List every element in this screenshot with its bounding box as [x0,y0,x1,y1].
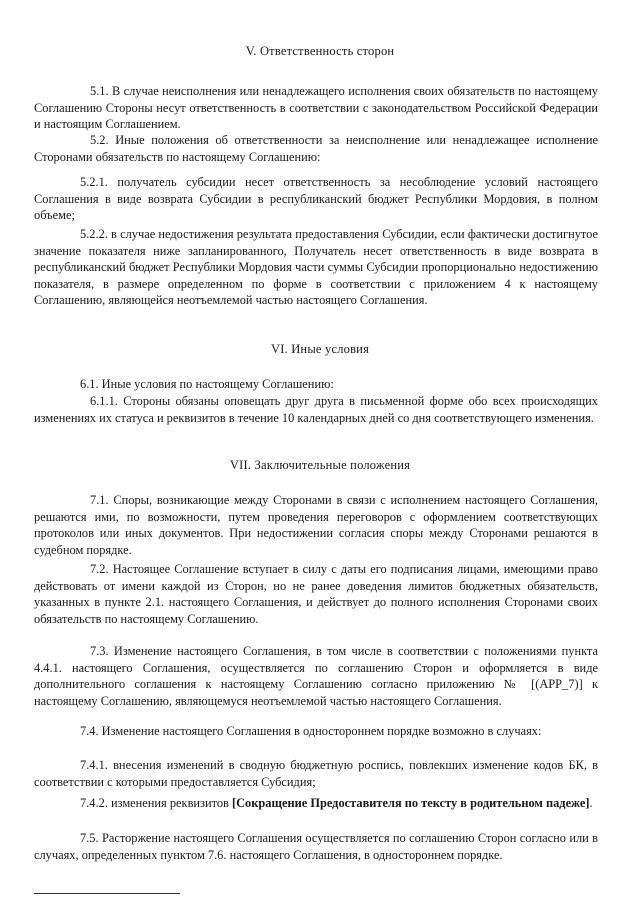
section-5-heading: V. Ответственность сторон [245,44,395,58]
section-6-heading: VI. Иные условия [270,342,370,356]
paragraph-5-2-2: 5.2.2. в случае недостижения результата предоставления Субсидии, если фактически достигнутое значение показателя ниже запланированного, Получатель несет ответственность в виде возврата в республиканский бюджет Республики Мордовия части суммы Субсидии пропорционально недостижению показателя, в размере определенном по форме в соответствии с приложением 4 к настоящему Соглашению, являющейся неотъемлемой частью настоящего Соглашения. [34,227,598,308]
section-7-heading: VII. Заключительные положения [229,458,411,472]
paragraph-5-2-1: 5.2.1. получатель субсидии несет ответственность за несоблюдение условий настоящего Соглашения в виде возврата Субсидии в республиканский бюджет Республики Мордовия, в полном объеме; [34,175,598,223]
paragraph-5-2: 5.2. Иные положения об ответственности за неисполнение или ненадлежащее исполнение Сторонами обязательств по настоящему Соглашению: [34,133,598,164]
paragraph-7-4-2-bold: [Сокращение Предоставителя по тексту в родительном падеже] [231,796,590,810]
footnote-divider [34,893,180,894]
paragraph-7-5: 7.5. Расторжение настоящего Соглашения осуществляется по соглашению Сторон согласно или в случаях, определенных пунктом 7.6. настоящего Соглашения, в одностороннем порядке. [34,831,598,862]
paragraph-7-3: 7.3. Изменение настоящего Соглашения, в том числе в соответствии с положениями пункта 4.4.1. настоящего Соглашения, осуществляется по соглашению Сторон и оформляется в виде дополнительного соглашения к настоящему Соглашению согласно приложению № [(APP_7)] к настоящему Соглашению, являющемуся неотъемлемой частью настоящего Соглашения. [34,644,598,708]
paragraph-6-1: 6.1. Иные условия по настоящему Соглашению: [80,377,334,391]
paragraph-7-2: 7.2. Настоящее Соглашение вступает в силу с даты его подписания лицами, имеющими право действовать от имени каждой из Сторон, но не ранее доведения лимитов бюджетных обязательств, указанных в пункте 2.1. настоящего Соглашения, и действует до полного исполнения Сторонами своих обязательств по настоящему Соглашению. [34,562,598,626]
paragraph-6-1-1: 6.1.1. Стороны обязаны оповещать друг друга в письменной форме обо всех происходящих изменениях их статуса и реквизитов в течение 10 календарных дней со дня соответствующего изменения. [34,394,598,425]
paragraph-7-4-2-suffix: . [589,796,593,810]
paragraph-7-4-2 [34,795,598,812]
paragraph-7-4-2-prefix: 7.4.2. изменения реквизитов [80,796,232,810]
paragraph-7-4: 7.4. Изменение настоящего Соглашения в одностороннем порядке возможно в случаях: [80,724,542,738]
paragraph-7-4-1: 7.4.1. внесения изменений в сводную бюджетную роспись, повлекших изменение кодов БК, в соответствии с которыми предоставляется Субсидия; [34,758,598,789]
paragraph-5-1: 5.1. В случае неисполнения или ненадлежащего исполнения своих обязательств по настоящему Соглашению Стороны несут ответственность в соответствии с законодательством Российской Федерации и настоящим Соглашением. [34,84,598,132]
paragraph-7-1: 7.1. Споры, возникающие между Сторонами в связи с исполнением настоящего Соглашения, решаются ими, по возможности, путем проведения переговоров с оформлением соответствующих протоколов или иных документов. При недостижении согласия споры между Сторонами решаются в судебном порядке. [34,493,598,557]
